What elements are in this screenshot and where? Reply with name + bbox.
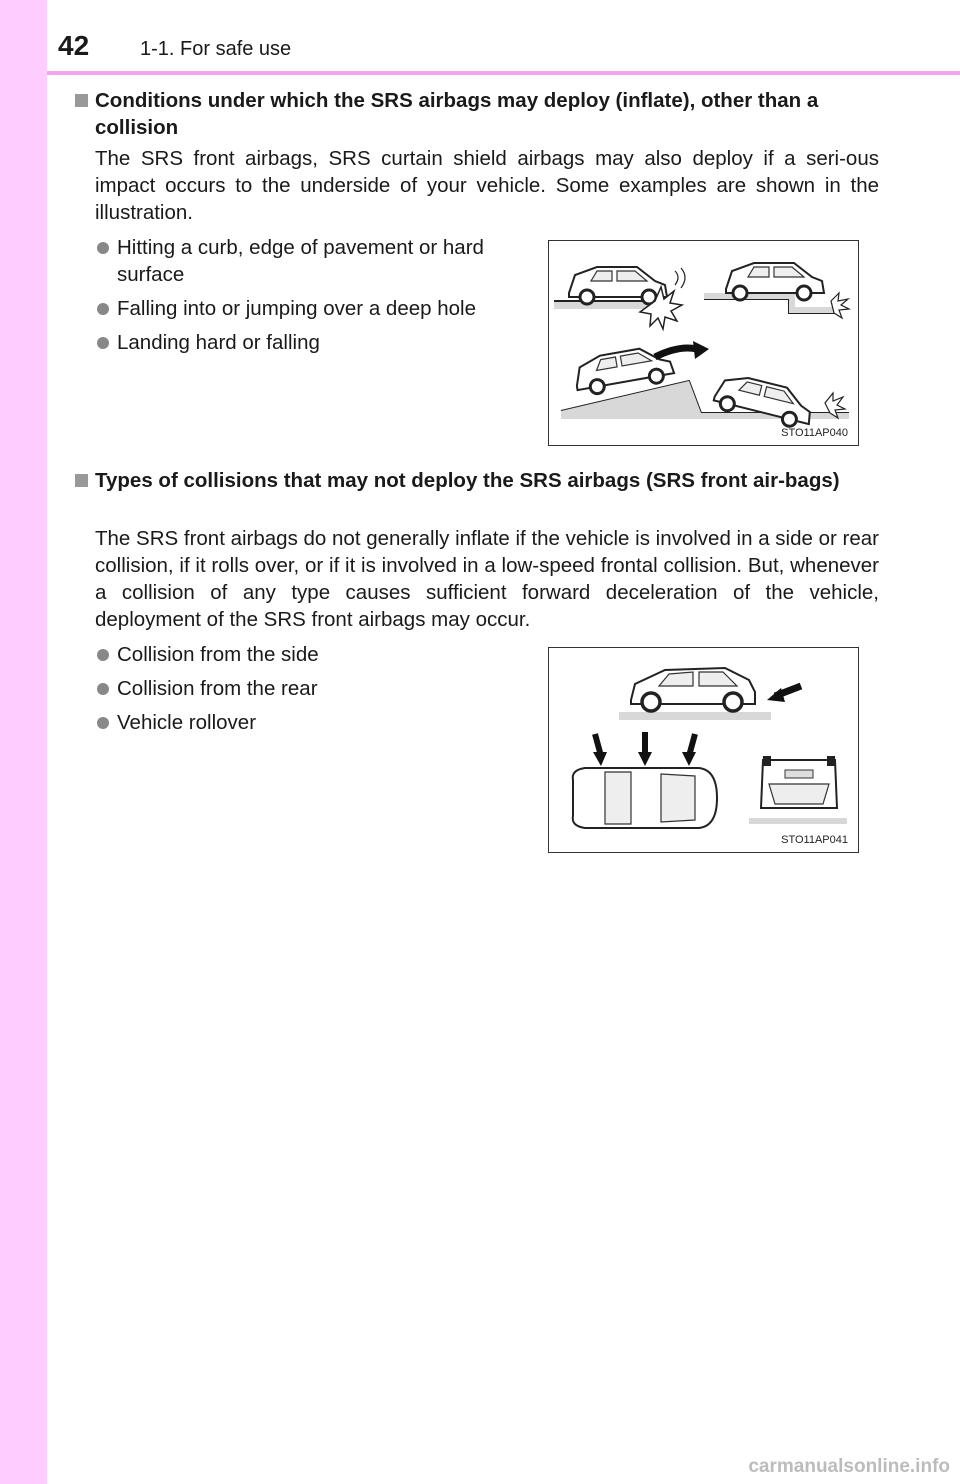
car-icon — [631, 668, 755, 711]
section-heading-text: Conditions under which the SRS airbags may deploy (inflate), other than a collision — [95, 89, 819, 139]
list-item: Landing hard or falling — [97, 329, 537, 356]
section-body-text: The SRS front airbags, SRS curtain shield airbags may also deploy if a seri-ous impact occurs to the underside of your vehicle. Some examples are shown in the illustration. — [95, 147, 879, 224]
bullet-dot-icon — [97, 242, 109, 254]
watermark: carmanualsonline.info — [748, 1456, 950, 1477]
bullet-dot-icon — [97, 717, 109, 729]
illustration-collision-types — [548, 647, 859, 853]
car-top-view-icon — [573, 768, 717, 828]
figure-id: STO11AP040 — [781, 427, 848, 439]
chapter-title: 1-1. For safe use — [140, 38, 292, 60]
bullet-dot-icon — [97, 683, 109, 695]
car-icon — [569, 267, 667, 304]
square-bullet-icon — [75, 474, 88, 487]
bullet-dot-icon — [97, 649, 109, 661]
side-color-band — [0, 0, 47, 1484]
figure-id: STO11AP041 — [781, 834, 848, 846]
collision-types-drawing — [549, 648, 858, 852]
car-rollover-icon — [761, 756, 837, 808]
section-heading-deploy-conditions — [75, 87, 887, 141]
bullet-dot-icon — [97, 337, 109, 349]
section-heading-no-deploy-collisions — [75, 467, 887, 494]
list-item: Falling into or jumping over a deep hole — [97, 295, 537, 322]
section-body-text: The SRS front airbags do not generally inflate if the vehicle is involved in a side or rear collision, if it rolls over, or if it is involved in a low-speed frontal collision. But, whenever a collision of any type causes sufficient forward deceleration of the vehicle, deployment of the SRS front airbags may occur. — [95, 527, 879, 631]
car-icon — [712, 371, 816, 431]
illustration-underside-impacts — [548, 240, 859, 446]
list-item: Collision from the side — [97, 641, 497, 668]
underside-impact-drawing — [549, 241, 858, 445]
list-item: Collision from the rear — [97, 675, 497, 702]
bullet-dot-icon — [97, 303, 109, 315]
square-bullet-icon — [75, 94, 88, 107]
list-item: Hitting a curb, edge of pavement or hard surface — [97, 234, 537, 288]
header-rule — [47, 71, 960, 75]
section-heading-text: Types of collisions that may not deploy the SRS airbags (SRS front air-bags) — [95, 469, 840, 492]
page-number: 42 — [58, 30, 90, 61]
list-item: Vehicle rollover — [97, 709, 497, 736]
